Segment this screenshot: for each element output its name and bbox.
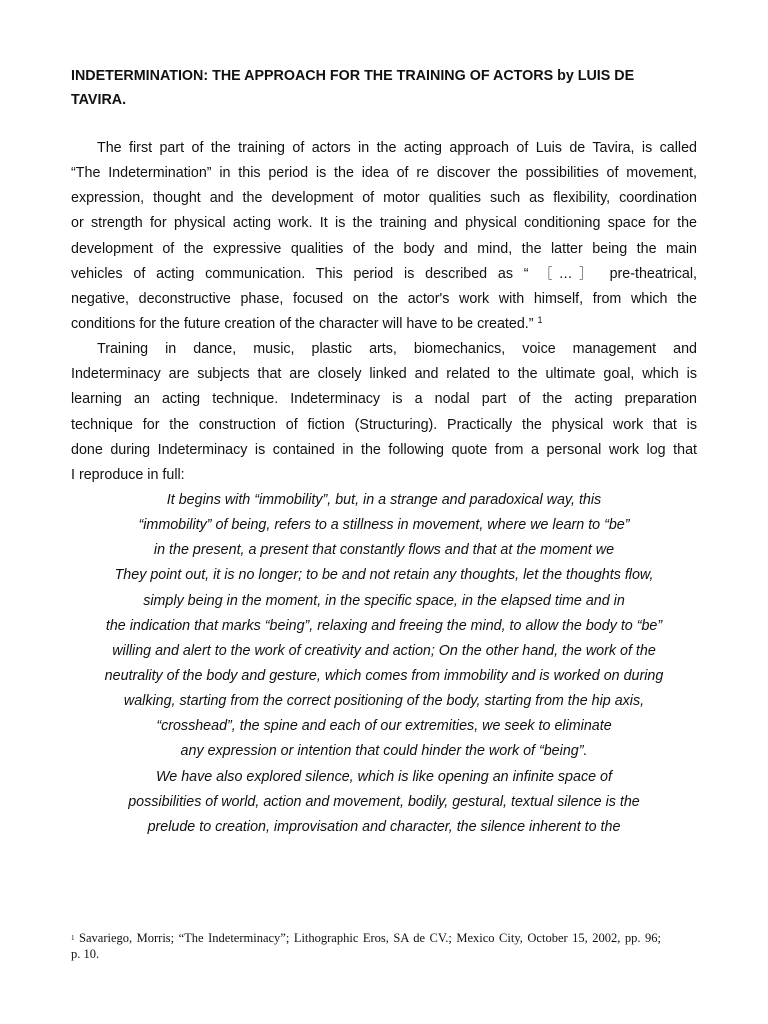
quote-line-11: any expression or intention that could hinder the work of “being”. (180, 743, 588, 760)
quote-line-14: prelude to creation, improvisation and character, the silence inherent to the (147, 818, 621, 835)
paragraph-1-line-6-text: vehicles of acting communication. This period is described as “ (71, 265, 529, 282)
paragraph-1-line-8 (71, 312, 697, 337)
document-body (71, 136, 697, 840)
paragraph-2-line-6: I reproduce in full: (71, 466, 185, 483)
quote-line-2: “immobility” of being, refers to a stillness in movement, where we learn to “be” (138, 517, 630, 534)
quote-line-1: It begins with “immobility”, but, in a strange and paradoxical way, this (166, 491, 602, 508)
paragraph-2-line-3: learning an acting technique. Indeterminacy is a nodal part of the acting preparation (71, 391, 697, 408)
footnote-line-1 (71, 930, 661, 946)
document-title (71, 64, 697, 112)
paragraph-1-line-5: development of the expressive qualities of the body and mind, the latter being the main (71, 240, 697, 257)
footnote-text: Savariego, Morris; “The Indeterminacy”; Lithographic Eros, SA de CV.; Mexico City, October 15, 2002, pp. 96; (79, 931, 662, 945)
paragraph-1-line-1: The first part of the training of actors in the acting approach of Luis de Tavira, is called (97, 140, 697, 156)
quote-line-10: “crosshead”, the spine and each of our extremities, we seek to eliminate (156, 718, 612, 735)
paragraph-2-line-2: Indeterminacy are subjects that are closely linked and related to the ultimate goal, which is (71, 366, 697, 383)
paragraph-1-line-3: expression, thought and the development of motor qualities such as flexibility, coordination (71, 190, 697, 207)
quote-line-6: the indication that marks “being”, relaxing and freeing the mind, to allow the body to “be” (105, 617, 663, 634)
paragraph-2-line-4: technique for the construction of fiction (Structuring). Practically the physical work that is (71, 416, 697, 433)
quote-line-12: We have also explored silence, which is like opening an infinite space of (156, 768, 612, 785)
paragraph-1-line-2: “The Indetermination” in this period is the idea of re discover the possibilities of movement, (71, 165, 697, 182)
quote-line-4: They point out, it is no longer; to be and not retain any thoughts, let the thoughts flow, (114, 567, 654, 584)
ellipsis-bracket: ［…］ (539, 266, 599, 282)
quote-line-5: simply being in the moment, in the specific space, in the elapsed time and in (143, 592, 625, 609)
quote-line-9: walking, starting from the correct positioning of the body, starting from the hip axis, (123, 693, 645, 710)
paragraph-2-line-5: done during Indeterminacy is contained in the following quote from a personal work log that (71, 441, 697, 458)
quote-line-3: in the present, a present that constantly flows and that at the moment we (153, 542, 615, 559)
paragraph-2-line-1: Training in dance, music, plastic arts, biomechanics, voice management and (97, 341, 697, 358)
title-line-1: INDETERMINATION: THE APPROACH FOR THE TRAINING OF ACTORS by LUIS DE (71, 68, 635, 84)
footnote-reference[interactable]: 1 (537, 314, 543, 325)
paragraph-1-line-6-end: pre-theatrical, (609, 265, 697, 282)
paragraph-1-line-6 (71, 262, 697, 287)
quote-line-7: willing and alert to the work of creativity and action; On the other hand, the work of the (112, 642, 656, 659)
footnote (71, 930, 671, 962)
quote-line-13: possibilities of world, action and movement, bodily, gestural, textual silence is the (128, 793, 640, 810)
footnote-marker: 1 (71, 934, 75, 942)
title-line-2: TAVIRA. (71, 92, 127, 108)
paragraph-1-line-4: or strength for physical acting work. It is the training and physical conditioning space for the (71, 215, 697, 232)
paragraph-1-line-7: negative, deconstructive phase, focused on the actor's work with himself, from which the (71, 290, 697, 307)
footnote-line-2: p. 10. (71, 947, 100, 961)
paragraph-1-line-8-text: conditions for the future creation of the character will have to be created.” (71, 315, 534, 332)
quote-line-8: neutrality of the body and gesture, which comes from immobility and is worked on during (104, 667, 664, 684)
